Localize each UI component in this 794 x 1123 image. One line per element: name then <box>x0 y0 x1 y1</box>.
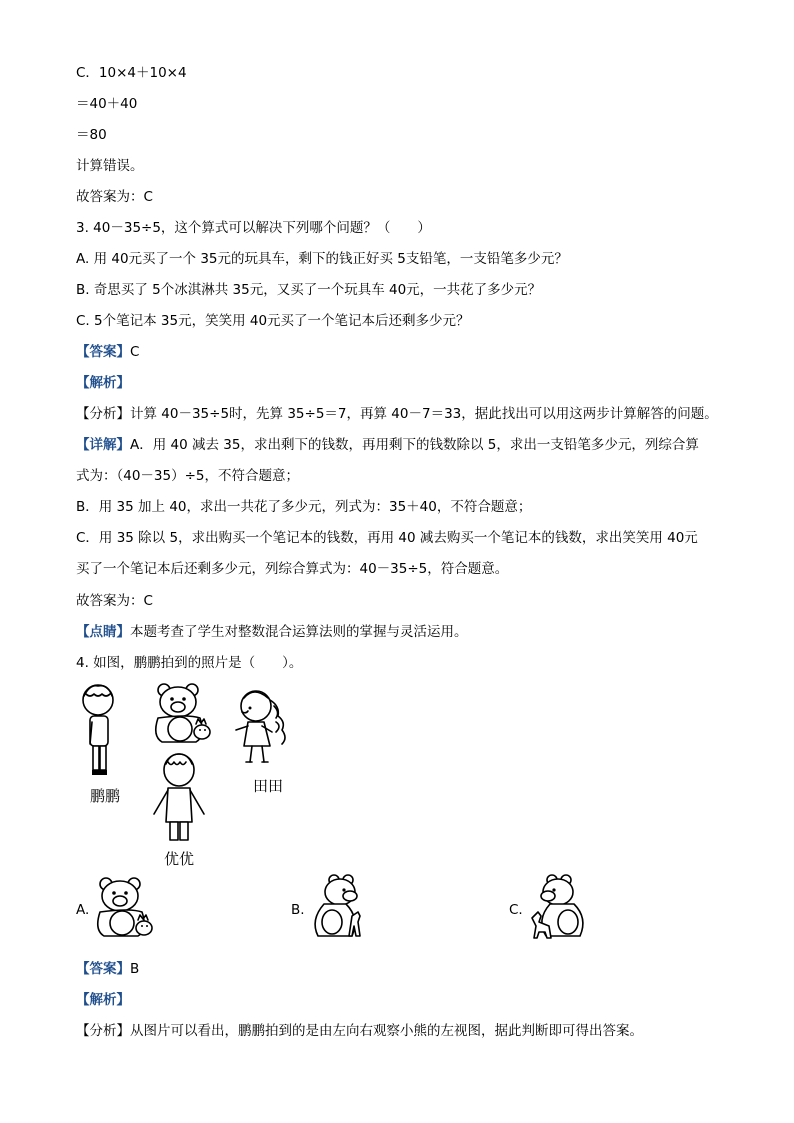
question-3: 3. 40－35÷5，这个算式可以解决下列哪个问题？（ ） <box>76 220 431 236</box>
question-4: 4. 如图，鹏鹏拍到的照片是（ ）。 <box>76 655 303 671</box>
text-line: ＝80 <box>76 127 107 143</box>
answer-value: C <box>130 344 140 360</box>
option-c-bear-right-view <box>528 874 588 944</box>
analysis-tag-4: 【解析】 <box>76 992 130 1008</box>
text-line: 故答案为：C <box>76 189 153 205</box>
text-line: 式为：（40－35）÷5，不符合题意； <box>76 468 300 484</box>
text-line: 故答案为：C <box>76 593 153 609</box>
option-b-bear-left-view <box>312 874 368 942</box>
boy-youyou-figure <box>150 752 208 846</box>
boy-pengpeng-figure <box>76 682 122 780</box>
answer-line-4 <box>76 960 139 978</box>
text-line: 计算错误。 <box>76 158 144 174</box>
comment-tag: 【点睛】 <box>76 624 130 640</box>
detail-tag: 【详解】 <box>76 437 130 453</box>
detail-line: 【详解】A．用 40 减去 35，求出剩下的钱数，再用剩下的钱数除以 5，求出一支铅笔多少元，列综合算 <box>76 437 699 453</box>
option-c-text: C. 5个笔记本 35元，笑笑用 40元买了一个笔记本后还剩多少元？ <box>76 313 470 329</box>
bear-and-dog-figure <box>152 682 212 744</box>
text-line: B．用 35 加上 40，求出一共花了多少元，列式为：35＋40，不符合题意； <box>76 499 532 515</box>
label-youyou: 优优 <box>164 850 195 868</box>
answer-line <box>76 343 139 361</box>
analysis-tag: 【解析】 <box>76 375 130 391</box>
option-c-label: C. <box>509 902 523 918</box>
answer-value: B <box>130 961 140 977</box>
label-tiantian: 田田 <box>253 777 284 795</box>
label-pengpeng: 鹏鹏 <box>90 787 121 805</box>
text-line: 买了一个笔记本后还剩多少元，列综合算式为：40－35÷5，符合题意。 <box>76 561 509 577</box>
text-line: ＝40＋40 <box>76 96 138 112</box>
answer-tag: 【答案】 <box>76 344 130 360</box>
option-b-label: B. <box>291 902 305 918</box>
option-a-text: A. 用 40元买了一个 35元的玩具车，剩下的钱正好买 5支铅笔，一支铅笔多少元？ <box>76 251 568 267</box>
girl-tiantian-figure <box>232 688 294 770</box>
option-b-text: B. 奇思买了 5个冰淇淋共 35元，又买了一个玩具车 40元，一共花了多少元？ <box>76 282 542 298</box>
text-line: C．10×4＋10×4 <box>76 65 187 81</box>
comment-line: 【点睛】本题考查了学生对整数混合运算法则的掌握与灵活运用。 <box>76 624 468 640</box>
analysis-text-4: 【分析】从图片可以看出，鹏鹏拍到的是由左向右观察小熊的左视图，据此判断即可得出答案。 <box>76 1023 643 1039</box>
option-a-bear-front-view <box>92 876 154 940</box>
text-line: C．用 35 除以 5，求出购买一个笔记本的钱数，再用 40 减去购买一个笔记本的钱数，求出笑笑用 40元 <box>76 530 698 546</box>
analysis-text: 【分析】计算 40－35÷5时，先算 35÷5＝7，再算 40－7＝33，据此找出可以用这两步计算解答的问题。 <box>76 406 718 422</box>
option-a-label: A. <box>76 902 90 918</box>
answer-tag: 【答案】 <box>76 961 130 977</box>
